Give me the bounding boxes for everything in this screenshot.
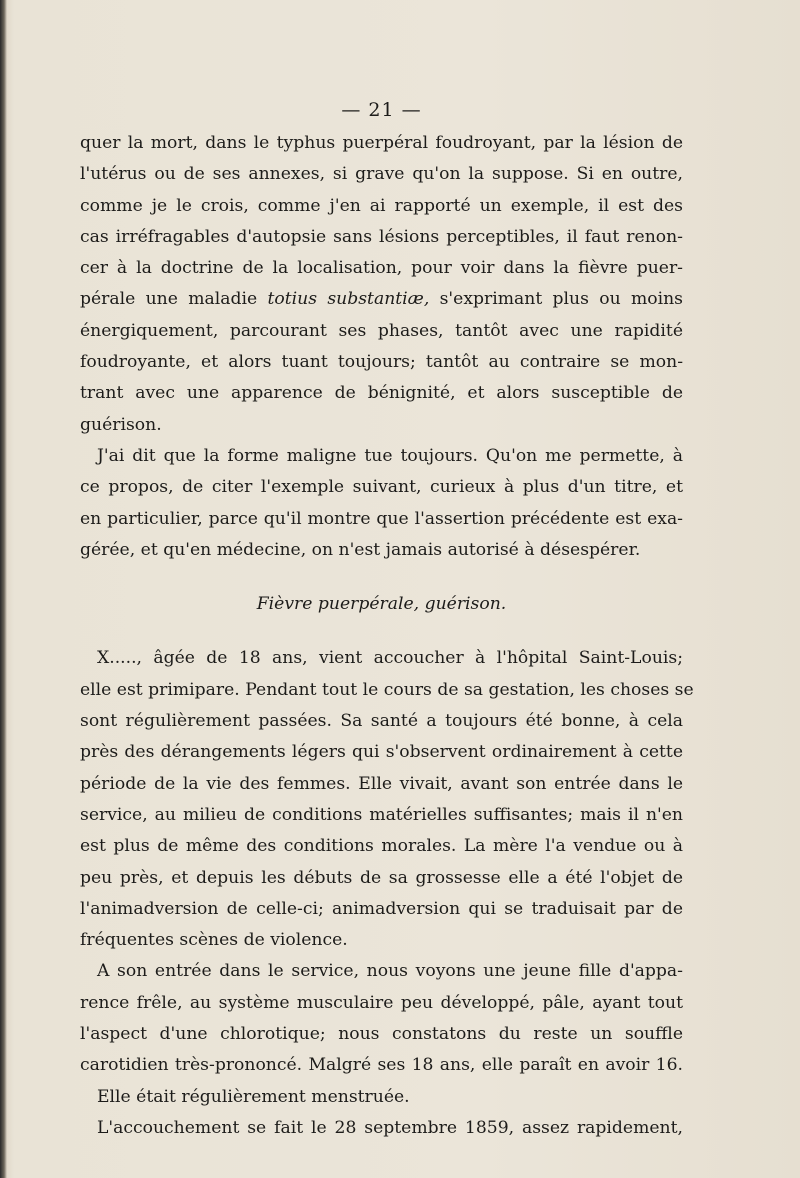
text-line: A son entrée dans le service, nous voyons une jeune fille d'appa- xyxy=(97,961,683,982)
text-line: ce propos, de citer l'exemple suivant, curieux à plus d'un titre, et xyxy=(80,477,683,498)
text-segment: pérale une maladie xyxy=(80,289,268,310)
text-line: peu près, et depuis les débuts de sa grossesse elle a été l'objet de xyxy=(80,867,683,888)
italic-phrase: totius substantiæ, xyxy=(267,289,430,310)
text-segment: s'exprimant plus ou moins xyxy=(429,289,683,310)
page-number: — 21 — xyxy=(341,99,422,121)
text-line: est plus de même des conditions morales. La mère l'a vendue ou à xyxy=(80,836,683,857)
text-line: période de la vie des femmes. Elle vivait, avant son entrée dans le xyxy=(80,773,683,794)
text-line: guérison. xyxy=(80,414,162,435)
text-line: quer la mort, dans le typhus puerpéral foudroyant, par la lésion de xyxy=(80,133,683,153)
text-line: elle est primipare. Pendant tout le cours de sa gestation, les choses se xyxy=(80,679,694,700)
text-line: gérée, et qu'en médecine, on n'est jamais autorisé à désespérer. xyxy=(80,539,641,560)
text-line: en particulier, parce qu'il montre que l'assertion précédente est exa- xyxy=(80,508,683,529)
page-text xyxy=(80,96,694,1144)
text-line: énergiquement, parcourant ses phases, tantôt avec une rapidité xyxy=(80,320,683,341)
text-line: sont régulièrement passées. Sa santé a toujours été bonne, à cela xyxy=(80,711,683,732)
text-line: rence frêle, au système musculaire peu développé, pâle, ayant tout xyxy=(80,992,683,1013)
text-line: l'utérus ou de ses annexes, si grave qu'on la suppose. Si en outre, xyxy=(80,164,683,185)
text-line: l'aspect d'une chlorotique; nous constatons du reste un souffle xyxy=(80,1024,683,1045)
text-line: service, au milieu de conditions matérielles suffisantes; mais il n'en xyxy=(80,804,683,825)
text-line: l'animadversion de celle-ci; animadversion qui se traduisait par de xyxy=(80,898,683,919)
paragraph-group-1 xyxy=(80,128,683,566)
text-line: cas irréfragables d'autopsie sans lésions perceptibles, il faut renon- xyxy=(80,226,683,247)
paragraph-group-2 xyxy=(80,643,694,1144)
text-line: carotidien très-prononcé. Malgré ses 18 ans, elle paraît en avoir 16. xyxy=(80,1055,683,1076)
section-heading: Fièvre puerpérale, guérison. xyxy=(256,594,507,615)
binding-edge xyxy=(0,0,7,1178)
text-line: près des dérangements légers qui s'observent ordinairement à cette xyxy=(80,742,683,763)
text-line: foudroyante, et alors tuant toujours; tantôt au contraire se mon- xyxy=(80,352,683,373)
text-line: comme je le crois, comme j'en ai rapporté un exemple, il est des xyxy=(80,195,683,216)
text-line: J'ai dit que la forme maligne tue toujours. Qu'on me permette, à xyxy=(97,445,683,466)
text-line xyxy=(80,284,683,315)
text-line: trant avec une apparence de bénignité, et alors susceptible de xyxy=(80,383,683,404)
text-line: Elle était régulièrement menstruée. xyxy=(97,1086,410,1107)
text-line: L'accouchement se fait le 28 septembre 1859, assez rapidement, xyxy=(97,1117,683,1138)
text-line: X....., âgée de 18 ans, vient accoucher à l'hôpital Saint-Louis; xyxy=(97,648,683,669)
text-line: cer à la doctrine de la localisation, pour voir dans la fièvre puer- xyxy=(80,258,683,279)
text-line: fréquentes scènes de violence. xyxy=(80,930,348,951)
